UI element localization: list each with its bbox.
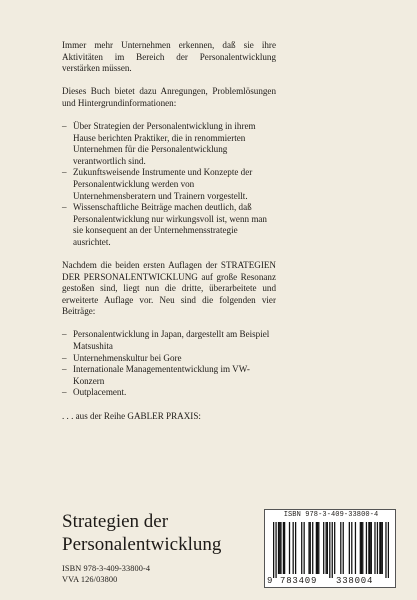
feature-list [62, 121, 276, 249]
barcode-bar [304, 522, 305, 574]
bullet-dash: – [62, 364, 67, 375]
barcode-bar [377, 522, 378, 574]
barcode-bar [334, 522, 335, 574]
barcode-isbn-label: ISBN 978-3-409-33800-4 [283, 511, 379, 519]
edition-paragraph: Nachdem die beiden ersten Auflagen der STRATEGIEN DER PERSONALENTWICKLUNG auf große Resonanz gestoßen sind, liegt nun die dritte, überarbeitete und erweiterte Auflage vor. Neu sind die folgenden vier Beiträge: [62, 260, 276, 317]
article-text: Internationale Managemententwicklung im VW-Konzern [73, 364, 250, 386]
barcode-bar [316, 522, 317, 574]
new-articles-list [62, 329, 276, 399]
barcode [264, 509, 396, 588]
isbn-block [62, 563, 150, 585]
offer-paragraph: Dieses Buch bietet dazu Anregungen, Problemlösungen und Hintergrundinformationen: [62, 86, 276, 108]
barcode-bar [332, 522, 333, 578]
barcode-bar [351, 522, 352, 574]
barcode-bar [301, 522, 302, 574]
barcode-bar [329, 522, 330, 578]
barcode-bar [318, 522, 319, 574]
barcode-bar [327, 522, 328, 574]
barcode-bar [374, 522, 375, 574]
article-text: Unternehmenskultur bei Gore [73, 352, 182, 363]
barcode-bar [317, 522, 318, 574]
barcode-bar [275, 522, 276, 578]
bullet-dash: – [62, 387, 67, 398]
article-text: Personalentwicklung in Japan, dargestellt am Beispiel Matsushita [73, 329, 270, 352]
barcode-left-group: 783409 [280, 576, 318, 586]
barcode-bar [368, 522, 369, 574]
series-line: . . . aus der Reihe GABLER PRAXIS: [62, 410, 201, 421]
barcode-first-digit: 9 [267, 576, 273, 586]
article-text: Outplacement. [73, 387, 127, 398]
article-item [62, 353, 276, 365]
barcode-bar [362, 522, 363, 574]
barcode-bar [382, 522, 383, 574]
barcode-bar [279, 522, 280, 574]
barcode-bar [310, 522, 311, 574]
barcode-bar [360, 522, 361, 574]
book-title-line: Personalentwicklung [62, 533, 222, 555]
bullet-dash: – [62, 352, 67, 363]
barcode-bar [371, 522, 372, 574]
barcode-bar [293, 522, 294, 574]
feature-item [62, 167, 276, 202]
barcode-bar [355, 522, 356, 574]
barcode-bar [273, 522, 274, 578]
barcode-bar [366, 522, 367, 574]
barcode-bar [295, 522, 296, 574]
book-title [62, 511, 221, 556]
article-item [62, 387, 276, 399]
barcode-bar [284, 522, 285, 574]
barcode-bar [379, 522, 380, 574]
barcode-bar [343, 522, 344, 574]
bullet-dash: – [62, 167, 67, 178]
article-item [62, 364, 276, 387]
barcode-bar [308, 522, 309, 574]
feature-item [62, 202, 276, 248]
isbn-number: ISBN 978-3-409-33800-4 [62, 564, 151, 573]
feature-text: Über Strategien der Personalentwicklung in ihrem Hause berichten Praktiker, die in renommierten Unternehmen für die Personalentwicklung verantwortlich sind. [73, 120, 256, 166]
barcode-right-group: 338004 [336, 576, 374, 586]
barcode-bar [283, 522, 284, 574]
barcode-bar [340, 522, 341, 574]
barcode-bar [323, 522, 324, 574]
barcode-bar [361, 522, 362, 574]
barcode-bar [280, 522, 281, 574]
barcode-bar [326, 522, 327, 574]
barcode-bars [273, 522, 389, 578]
blurb-column [62, 40, 276, 422]
order-number: VVA 126/03800 [62, 575, 118, 584]
bullet-dash: – [62, 202, 67, 213]
barcode-bar [278, 522, 279, 574]
barcode-bar [385, 522, 386, 578]
feature-item [62, 121, 276, 167]
intro-paragraph: Immer mehr Unternehmen erkennen, daß sie ihre Aktivitäten im Bereich der Personalentwicklung verstärken müssen. [62, 40, 276, 74]
barcode-bar [289, 522, 290, 574]
bullet-dash: – [62, 120, 67, 131]
feature-text: Zukunftsweisende Instrumente und Konzepte der Personalentwicklung werden von Unternehmensberatern und Trainern vorgestellt. [73, 167, 253, 201]
barcode-bar [312, 522, 313, 574]
barcode-bar [369, 522, 370, 574]
feature-text: Wissenschaftliche Beiträge machen deutlich, daß Personalentwicklung nur wirkungsvoll ist, wenn man sie konsequent an der Unternehmensstrategie ausrichtet. [73, 202, 267, 247]
barcode-bar [388, 522, 389, 578]
book-title-line: Strategien der [62, 511, 169, 532]
article-item [62, 329, 276, 352]
bullet-dash: – [62, 329, 67, 340]
barcode-bar [349, 522, 350, 574]
barcode-bar [380, 522, 381, 574]
